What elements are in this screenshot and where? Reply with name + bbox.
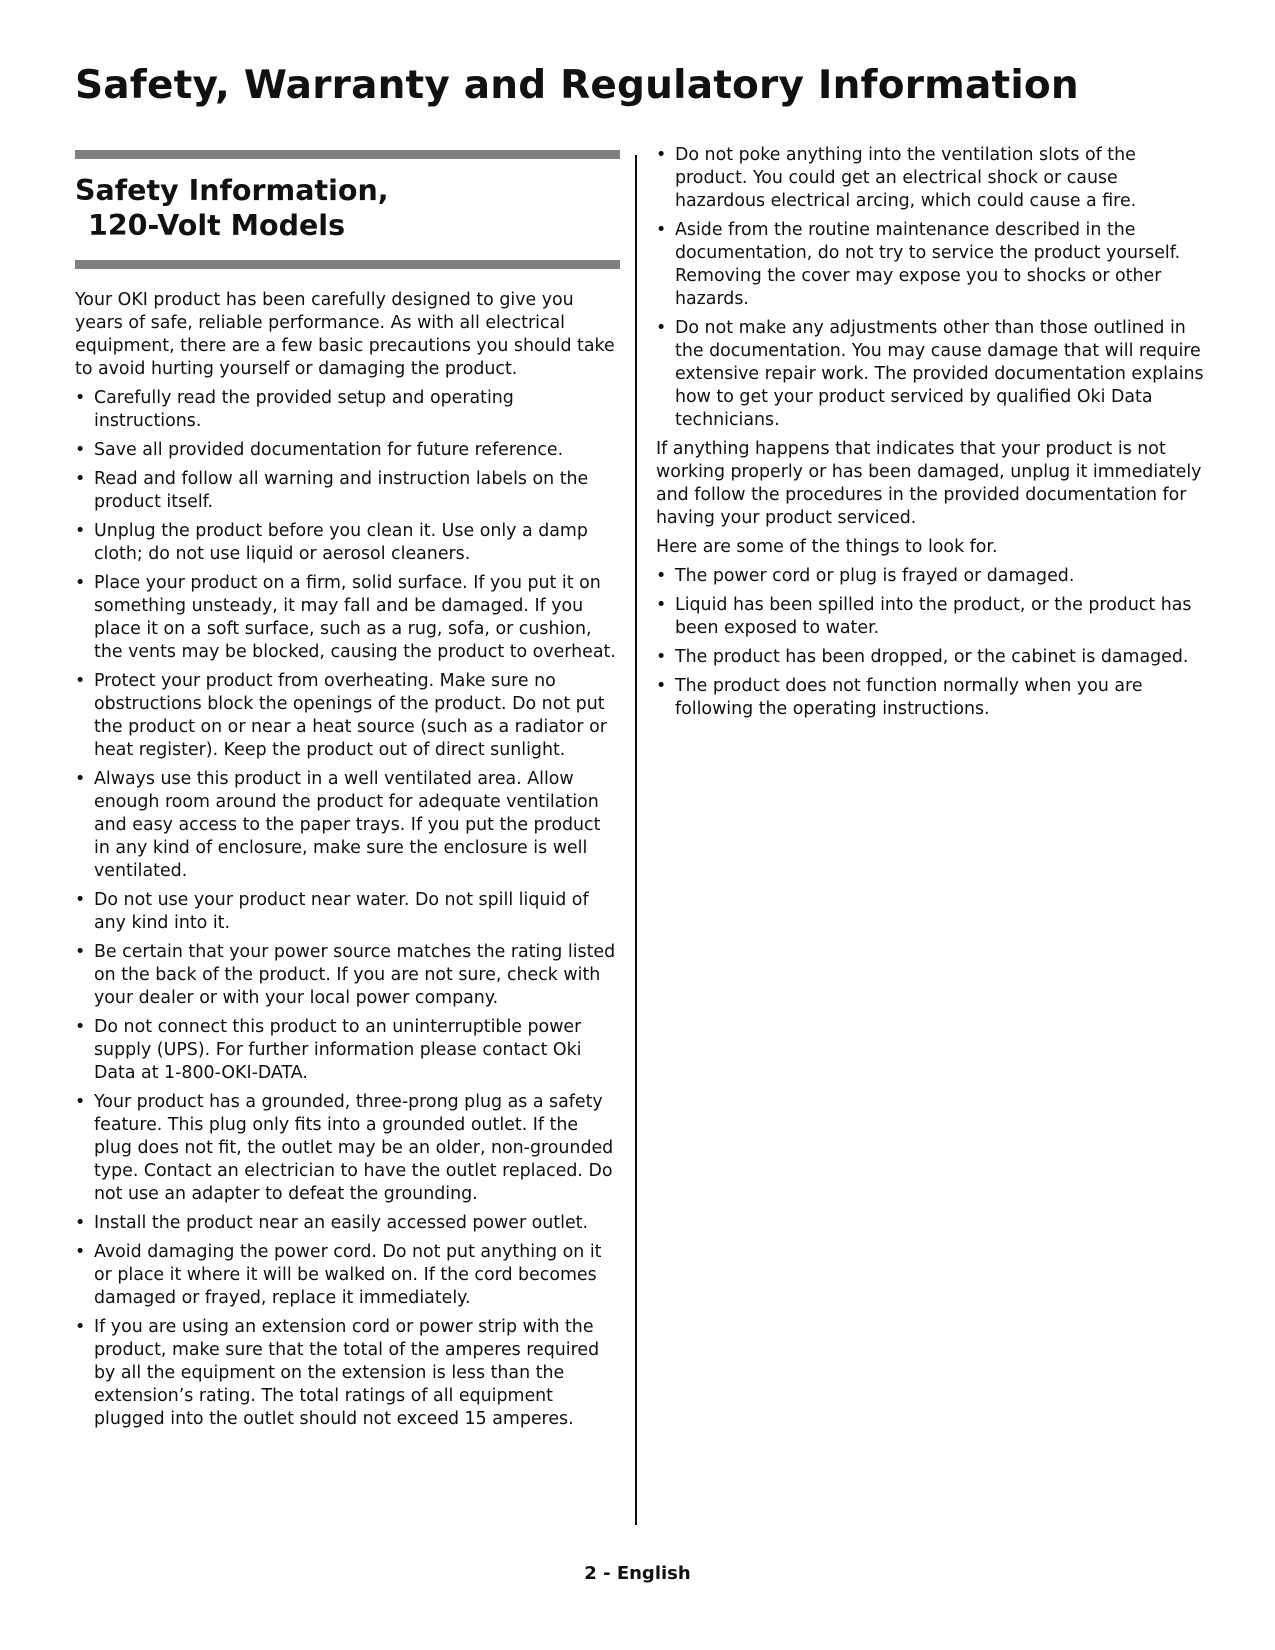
right-bullet-list-bottom — [656, 565, 1204, 721]
page-footer: 2 - English — [584, 1563, 691, 1584]
intro-paragraph: Your OKI product has been carefully designed to give you years of safe, reliable performance. As with all electrical equipment, there are a few basic precautions you should take to avoid hurting yourself or damaging the product. — [75, 290, 615, 379]
list-item: • Do not poke anything into the ventilation slots of the product. You could get an electrical shock or cause hazardous electrical arcing, which could cause a fire. — [656, 144, 1204, 213]
section-heading — [75, 173, 620, 243]
list-item: • The power cord or plug is frayed or damaged. — [656, 565, 1204, 588]
list-item: • Carefully read the provided setup and operating instructions. — [75, 387, 620, 433]
list-item: • Unplug the product before you clean it. Use only a damp cloth; do not use liquid or aerosol cleaners. — [75, 520, 620, 566]
malfunction-paragraph: If anything happens that indicates that your product is not working properly or has been damaged, unplug it immediately and follow the procedures in the provided documentation for having your product serviced. — [656, 439, 1202, 528]
list-item: • Always use this product in a well ventilated area. Allow enough room around the product for adequate ventilation and easy access to the paper trays. If you put the product in any kind of enclosure, make sure the enclosure is well ventilated. — [75, 768, 620, 883]
list-item: • Avoid damaging the power cord. Do not put anything on it or place it where it will be walked on. If the cord becomes damaged or frayed, replace it immediately. — [75, 1241, 620, 1310]
left-bullet-list — [75, 387, 620, 1431]
list-item: • If you are using an extension cord or power strip with the product, make sure that the total of the amperes required by all the equipment on the extension is less than the extension’s rating. The total ratings of all equipment plugged into the outlet should not exceed 15 amperes. — [75, 1316, 620, 1431]
section-top-rule — [75, 150, 620, 159]
list-item: • Read and follow all warning and instruction labels on the product itself. — [75, 468, 620, 514]
left-column — [75, 150, 620, 1437]
section-heading-line2: 120-Volt Models — [88, 209, 346, 242]
section-bottom-rule — [75, 260, 620, 269]
list-item: • Be certain that your power source matches the rating listed on the back of the product. If you are not sure, check with your dealer or with your local power company. — [75, 941, 620, 1010]
look-for-paragraph: Here are some of the things to look for. — [656, 537, 998, 557]
list-item: • Liquid has been spilled into the product, or the product has been exposed to water. — [656, 594, 1204, 640]
list-item: • Install the product near an easily accessed power outlet. — [75, 1212, 620, 1235]
list-item: • Do not connect this product to an uninterruptible power supply (UPS). For further information please contact Oki Data at 1-800-OKI-DATA. — [75, 1016, 620, 1085]
list-item: • Do not use your product near water. Do not spill liquid of any kind into it. — [75, 889, 620, 935]
list-item: • Place your product on a firm, solid surface. If you put it on something unsteady, it may fall and be damaged. If you place it on a soft surface, such as a rug, sofa, or cushion, the vents may be blocked, causing the product to overheat. — [75, 572, 620, 664]
list-item: • The product does not function normally when you are following the operating instructions. — [656, 675, 1204, 721]
section-heading-line1: Safety Information, — [75, 174, 389, 207]
list-item: • Your product has a grounded, three-prong plug as a safety feature. This plug only fits into a grounded outlet. If the plug does not fit, the outlet may be an older, non-grounded type. Contact an electrician to have the outlet replaced. Do not use an adapter to defeat the grounding. — [75, 1091, 620, 1206]
page-title: Safety, Warranty and Regulatory Information — [75, 63, 1079, 108]
list-item: • Do not make any adjustments other than those outlined in the documentation. You may cause damage that will require extensive repair work. The provided documentation explains how to get your product serviced by qualified Oki Data technicians. — [656, 317, 1204, 432]
list-item: • Save all provided documentation for future reference. — [75, 439, 620, 462]
right-bullet-list-top — [656, 144, 1204, 432]
column-divider — [635, 155, 637, 1525]
list-item: • Protect your product from overheating. Make sure no obstructions block the openings of the product. Do not put the product on or near a heat source (such as a radiator or heat register). Keep the product out of direct sunlight. — [75, 670, 620, 762]
list-item: • The product has been dropped, or the cabinet is damaged. — [656, 646, 1204, 669]
list-item: • Aside from the routine maintenance described in the documentation, do not try to service the product yourself. Removing the cover may expose you to shocks or other hazards. — [656, 219, 1204, 311]
right-column — [656, 144, 1204, 727]
